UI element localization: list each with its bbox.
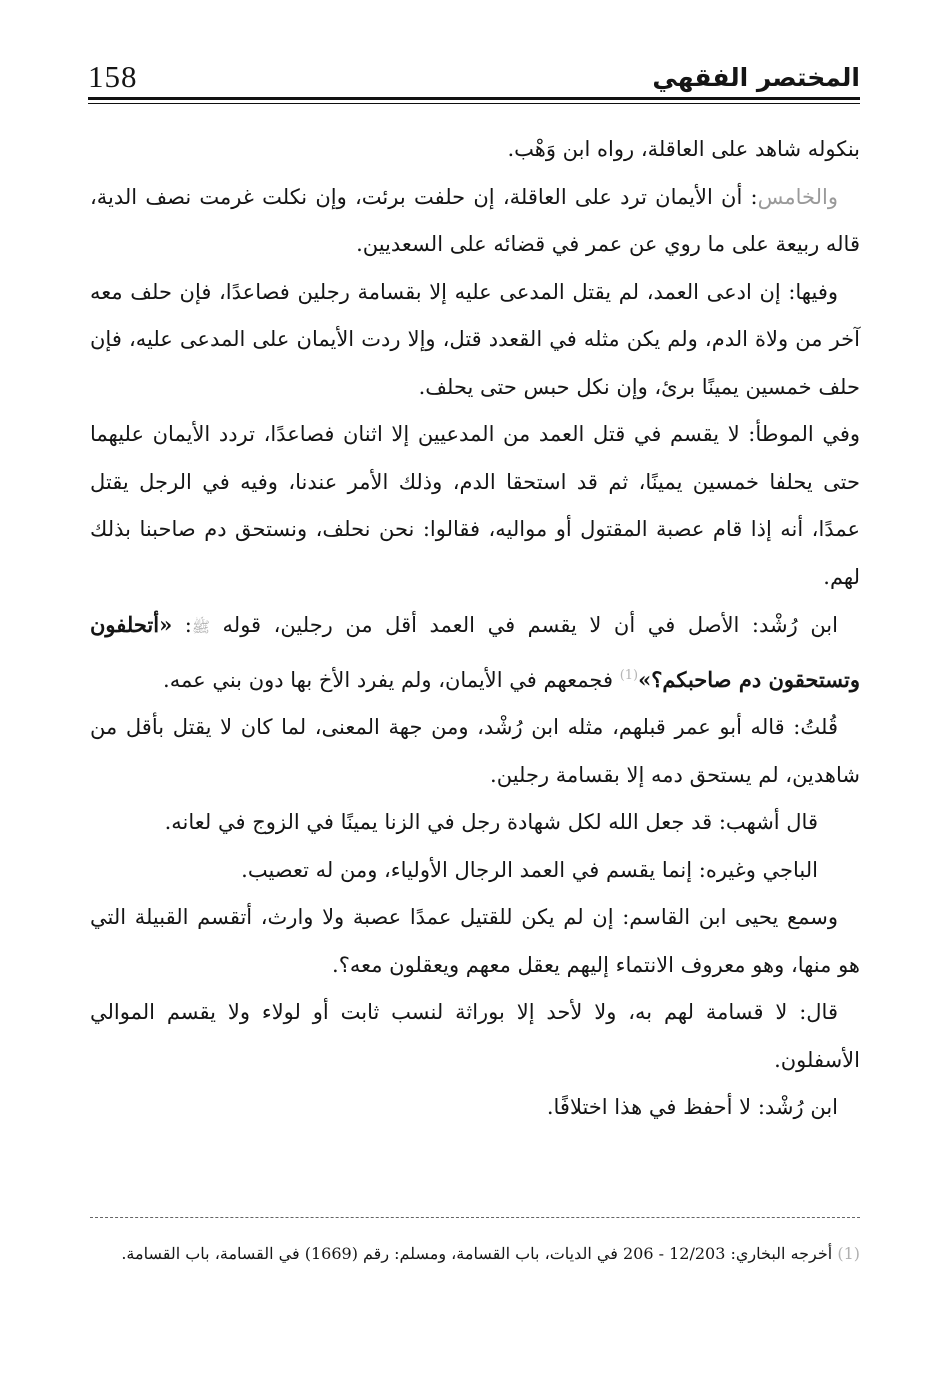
page-header — [88, 52, 860, 94]
paragraph-9: وسمع يحيى ابن القاسم: إن لم يكن للقتيل عمدًا عصبة ولا وارث، أتقسم القبيلة التي هو منها، وهو معروف الانتماء إليهم يعقل معهم ويعقلون معه؟. — [90, 905, 860, 977]
footnote-1 — [90, 1236, 860, 1272]
paragraph-4: وفي الموطأ: لا يقسم في قتل العمد من المدعيين إلا اثنان فصاعدًا، تردد الأيمان عليهما حتى يحلفا خمسين يمينًا، ثم قد استحقا الدم، وذلك الأمر عندنا، وفيه في الرجل يقتل عمدًا، أنه إذا قام عصبة المقتول أو مواليه، فقالوا: نحن نحلف، ونستحق دم صاحبنا بذلك لهم. — [90, 422, 860, 589]
footnote-text: أخرجه البخاري: 12/203 - 206 في الديات، باب القسامة، ومسلم: رقم (1669) في القسامة، باب القسامة. — [121, 1244, 838, 1263]
paragraph-2-label: والخامس — [757, 184, 838, 209]
hadith-quote: «أتحلفون وتستحقون دم صاحبكم؟» — [90, 612, 860, 692]
paragraph-6: قُلتُ: قاله أبو عمر قبلهم، مثله ابن رُشْد، ومن جهة المعنى، لما كان لا يقتل بأقل من شاهدين، لم يستحق دمه إلا بقسامة رجلين. — [90, 715, 860, 787]
paragraph-5-start: ابن رُشْد: الأصل في أن لا يقسم في العمد أقل من رجلين، قوله — [222, 613, 838, 637]
paragraph-5-end: فجمعهم في الأيمان، ولم يفرد الأخ بها دون بني عمه. — [163, 667, 620, 692]
footnote-marker: (1) — [837, 1244, 860, 1263]
header-rule-thin — [88, 103, 860, 104]
paragraph-7: قال أشهب: قد جعل الله لكل شهادة رجل في الزنا يمينًا في الزوج في لعانه. — [164, 810, 818, 834]
paragraph-8: الباجي وغيره: إنما يقسم في العمد الرجال الأولياء، ومن له تعصيب. — [241, 857, 818, 882]
paragraph-5-colon: : — [172, 613, 192, 637]
paragraph-5 — [90, 601, 860, 704]
paragraph-2 — [90, 174, 860, 269]
paragraph-2-text: : أن الأيمان ترد على العاقلة، إن حلفت برئت، وإن نكلت غرمت نصف الدية، قاله ربيعة على ما روي عن عمر في قضائه على السعديين. — [90, 184, 860, 256]
paragraph-1: بنكوله شاهد على العاقلة، رواه ابن وَهْب. — [507, 137, 860, 161]
page-number: 158 — [88, 59, 138, 94]
header-rule-thick — [88, 97, 860, 100]
paragraph-10: قال: لا قسامة لهم به، ولا لأحد إلا بوراثة لنسب ثابت أو لولاء ولا يقسم الموالي الأسفلون. — [90, 1000, 860, 1072]
footnote-reference: (1) — [619, 667, 639, 683]
footnote — [90, 1236, 860, 1272]
honorific-symbol: ﷺ — [191, 618, 210, 636]
footnote-separator — [90, 1217, 860, 1218]
paragraph-3: وفيها: إن ادعى العمد، لم يقتل المدعى عليه إلا بقسامة رجلين فصاعدًا، فإن حلف معه آخر من ولاة الدم، ولم يكن مثله في القعدد قتل، وإلا ردت الأيمان على المدعى عليه، فإن حلف خمسين يمينًا برئ، وإن نكل حبس حتى يحلف. — [90, 279, 860, 399]
running-title: المختصر الفقهي — [652, 63, 860, 92]
main-text — [90, 126, 860, 1132]
paragraph-11: ابن رُشْد: لا أحفظ في هذا اختلافًا. — [546, 1095, 838, 1119]
